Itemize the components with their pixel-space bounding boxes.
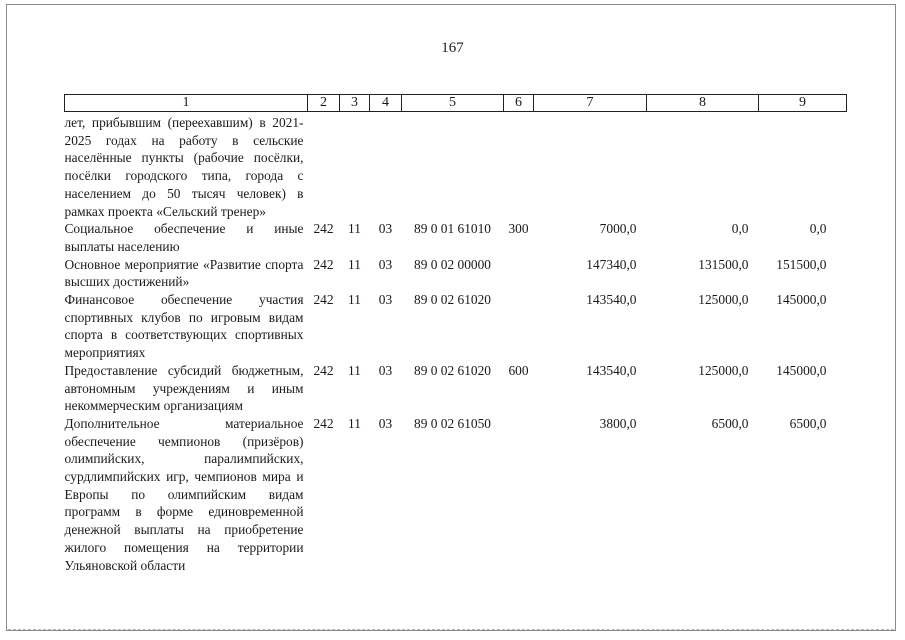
cell-amount-col9: 6500,0 <box>789 415 827 431</box>
cell-subsection: 03 <box>378 362 393 378</box>
cell-amount-col9 <box>759 112 847 221</box>
col-header-2: 2 <box>308 95 340 112</box>
cell-target-article: 89 0 02 61020 <box>414 362 491 378</box>
cell-expense-type <box>504 112 534 221</box>
cell-ministry <box>308 112 340 221</box>
cell-subsection: 03 <box>378 221 393 237</box>
cell-amount-col7: 7000,0 <box>599 221 637 237</box>
cell-expense-type: 600 <box>508 362 529 378</box>
table-row <box>65 112 847 221</box>
cell-amount-col9: 145000,0 <box>776 362 827 378</box>
cell-expense-type <box>504 256 534 291</box>
cell-amount-col7: 143540,0 <box>586 362 637 378</box>
cell-amount-col8: 131500,0 <box>698 256 749 272</box>
cell-amount-col8: 6500,0 <box>711 415 749 431</box>
cell-expense-type <box>504 415 534 574</box>
cell-amount-col8: 0,0 <box>731 221 749 237</box>
cell-section: 11 <box>348 256 361 272</box>
cell-subsection: 03 <box>378 292 393 308</box>
cell-ministry: 242 <box>313 292 334 308</box>
row-description: Дополнительное материальное обеспечение чемпионов (призёров) олимпийских, паралимпийских, сурдлимпийских игр, чемпионов мира и Европы по олимпийским видам программ в форме единовременной денежной выплаты на приобретение жилого помещения на территории Ульяновской области <box>64 415 304 573</box>
cell-expense-type <box>504 291 534 362</box>
cell-section: 11 <box>348 362 361 378</box>
cell-amount-col7: 147340,0 <box>586 256 637 272</box>
page-number: 167 <box>441 40 464 56</box>
cell-amount-col9: 145000,0 <box>776 292 827 308</box>
cell-amount-col7 <box>534 112 647 221</box>
cell-target-article: 89 0 02 00000 <box>414 256 491 272</box>
cell-section <box>340 112 370 221</box>
col-header-7: 7 <box>534 95 647 112</box>
table-row <box>65 291 847 362</box>
col-header-9: 9 <box>759 95 847 112</box>
cell-expense-type: 300 <box>508 221 529 237</box>
budget-table <box>64 94 847 574</box>
cell-ministry: 242 <box>313 415 334 431</box>
cell-amount-col7: 3800,0 <box>599 415 637 431</box>
cell-ministry: 242 <box>313 256 334 272</box>
col-header-5: 5 <box>402 95 504 112</box>
cell-amount-col7: 143540,0 <box>586 292 637 308</box>
col-header-4: 4 <box>370 95 402 112</box>
cell-target-article <box>402 112 504 221</box>
col-header-8: 8 <box>647 95 759 112</box>
row-description: Финансовое обеспечение участия спортивных клубов по игровым видам спорта в соответствующих спортивных мероприятиях <box>64 292 304 361</box>
header-row <box>65 95 847 112</box>
table-row <box>65 362 847 415</box>
col-header-1: 1 <box>65 95 308 112</box>
cell-subsection: 03 <box>378 415 393 431</box>
cell-amount-col8: 125000,0 <box>698 362 749 378</box>
row-description: Основное мероприятие «Развитие спорта высших достижений» <box>64 256 304 290</box>
table-row <box>65 220 847 255</box>
cell-target-article: 89 0 02 61050 <box>414 415 491 431</box>
cell-subsection <box>370 112 402 221</box>
cell-subsection: 03 <box>378 256 393 272</box>
page-bottom-edge <box>8 629 894 630</box>
cell-ministry: 242 <box>313 362 334 378</box>
cell-ministry: 242 <box>313 221 334 237</box>
col-header-3: 3 <box>340 95 370 112</box>
table-row <box>65 415 847 574</box>
cell-target-article: 89 0 02 61020 <box>414 292 491 308</box>
cell-section: 11 <box>348 415 361 431</box>
cell-amount-col8 <box>647 112 759 221</box>
row-description: Социальное обеспечение и иные выплаты населению <box>64 221 304 254</box>
col-header-6: 6 <box>504 95 534 112</box>
cell-section: 11 <box>348 292 361 308</box>
table-row <box>65 256 847 291</box>
row-description: Предоставление субсидий бюджетным, автономным учреждениям и иным некоммерческим организациям <box>64 362 304 414</box>
cell-target-article: 89 0 01 61010 <box>414 221 491 237</box>
cell-amount-col8: 125000,0 <box>698 292 749 308</box>
row-description: лет, прибывшим (переехавшим) в 2021-2025 годах на работу в сельские населённые пункты (рабочие посёлки, посёлки городского типа, города с населением до 50 тысяч человек) в рамках проекта «Сельский тренер» <box>64 115 304 219</box>
cell-amount-col9: 151500,0 <box>776 256 827 272</box>
cell-section: 11 <box>348 221 361 237</box>
cell-amount-col9: 0,0 <box>809 221 827 237</box>
